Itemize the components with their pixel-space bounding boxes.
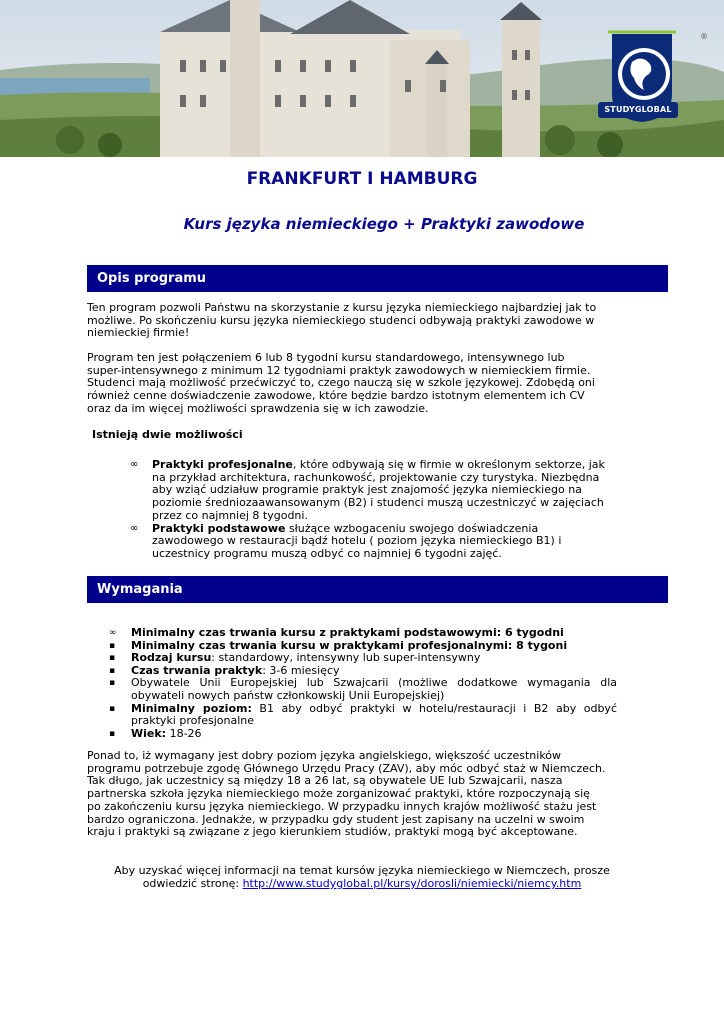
paragraph-intro: Ten program pozwoli Państwu na skorzystanie z kursu języka niemieckiego najbardziej jak to możliwe. Po skończeniu kursu języka niemieckiego studenci odbywają praktyki zawodowe w niemieckiej firmie!: [87, 301, 597, 340]
header-banner: [0, 0, 724, 157]
list-item: [130, 459, 608, 523]
footer-prefix: odwiedzić stronę:: [142, 877, 243, 890]
requirement-bold: Czas trwania praktyk: [131, 663, 263, 677]
requirement-text: : 3-6 miesięcy: [262, 663, 340, 677]
requirements-list: [109, 627, 617, 740]
registered-mark: ®: [700, 32, 708, 41]
list-item: [109, 703, 617, 728]
square-bullet-icon: ▪: [109, 653, 116, 664]
infinity-bullet-icon: ∞: [130, 522, 139, 534]
option-title: Praktyki profesjonalne: [152, 458, 293, 471]
requirement-bold: Minimalny poziom:: [131, 701, 252, 715]
paragraph-zav: Ponad to, iż wymagany jest dobry poziom języka angielskiego, większość uczestników programu potrzebuje zgodę Głównego Urzędu Pracy (ZAV), aby móc odbyć staż w Niemczech. Tak długo, jak uczestnicy są między 18 a 26 lat, są obywatele UE lub Szwajcarii, nasza partnerska szkoła języka niemieckiego może zorganizować praktyki, które rozpoczynają się po zakończeniu kursu języka niemieckiego. W przypadku innych krajów możliwość stażu jest bardzo ograniczona. Jednakże, w przypadku gdy student jest zapisany na uczelni w swoim kraju i praktyki są związane z jego kierunkiem studiów, praktyki mogą być akceptowane.: [87, 749, 606, 839]
requirement-text: 18-26: [166, 726, 202, 740]
requirement-bold: Wiek:: [131, 726, 167, 740]
footer-line: [0, 877, 724, 890]
studyglobal-link[interactable]: http://www.studyglobal.pl/kursy/dorosli/niemiecki/niemcy.htm: [242, 877, 582, 890]
infinity-bullet-icon: ∞: [130, 459, 139, 470]
footer-info: [0, 864, 724, 890]
page-subtitle: Kurs języka niemieckiego + Praktyki zawodowe: [183, 215, 585, 233]
square-bullet-icon: ▪: [109, 728, 116, 739]
requirement-bold: Minimalny czas trwania kursu z praktykami podstawowymi: 6 tygodni: [131, 626, 564, 639]
list-item: [109, 728, 617, 741]
paragraph-program: Program ten jest połączeniem 6 lub 8 tygodni kursu standardowego, intensywnego lub super-intensywnego z minimum 12 tygodniami praktyk zawodowych w niemieckiem firmie. Studenci mają możliwość przećwiczyć to, czego nauczą się w szkole językowej. Zdobędą oni również cenne doświadczenie zawodowe, które będzie bardzo istotnym elementem ich CV oraz da im więcej możliwości sprawdzenia się w ich zawodzie.: [87, 351, 595, 415]
page-title: FRANKFURT I HAMBURG: [246, 169, 478, 189]
requirement-text: : standardowy, intensywny lub super-intensywny: [211, 651, 481, 665]
list-item: [109, 677, 617, 702]
requirement-bold: Minimalny czas trwania kursu w praktykami profesjonalnymi: 8 tygoni: [131, 638, 568, 652]
logo-wordmark: STUDYGLOBAL: [598, 102, 678, 118]
square-bullet-icon: ▪: [109, 678, 116, 689]
option-title: Praktyki podstawowe: [152, 521, 286, 535]
options-list: [130, 459, 608, 561]
square-bullet-icon: ▪: [109, 640, 116, 651]
requirement-text: B1 aby odbyć praktyki w hotelu/restauracji i B2 aby odbyć praktyki profesjonalne: [131, 701, 617, 728]
section-heading-wymagania: Wymagania: [87, 576, 668, 603]
section-heading-opis: Opis programu: [87, 265, 668, 292]
requirement-text: Obywatele Unii Europejskiej lub Szwajcarii (możliwe dodatkowe wymagania dla obywateli nowych państw członkowskij Unii Europejskiej): [131, 676, 617, 702]
square-bullet-icon: ▪: [109, 703, 116, 714]
square-bullet-icon: ▪: [109, 665, 116, 676]
option-text: służące wzbogaceniu swojego doświadczenia zawodowego w restauracji bądź hotelu ( poziom języka niemieckiego B1) i uczestnicy programu muszą odbyć co najmniej 6 tygodni zajęć.: [152, 521, 562, 560]
option-text: , które odbywają się w firmie w określonym sektorze, jak na przykład architektura, rachunkowość, projektowanie czy turystyka. Niezbędna aby wziąć udziałuw programie praktyk jest znajomość języka niemieckiego na poziomie średniozaawansowanym (B2) i studenci muszą uczestniczyć w zajęciach przez co najmniej 8 tygodni.: [152, 458, 605, 522]
infinity-bullet-icon: ∞: [109, 628, 117, 638]
options-heading: Istnieją dwie możliwości: [92, 428, 243, 441]
requirement-bold: Rodzaj kursu: [131, 651, 212, 665]
footer-line: Aby uzyskać więcej informacji na temat kursów języka niemieckiego w Niemczech, prosze: [114, 864, 610, 877]
list-item: [130, 523, 608, 561]
